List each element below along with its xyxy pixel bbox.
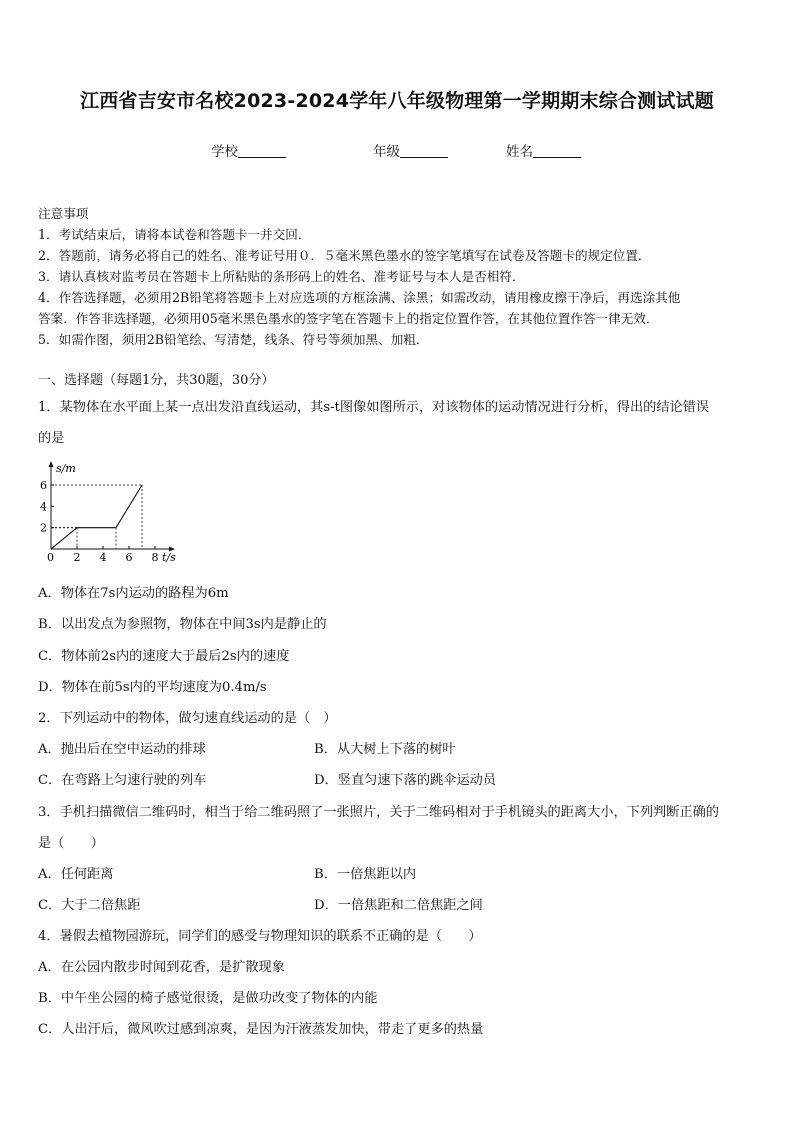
note-item: 4．作答选择题，必须用2B铅笔将答题卡上对应选项的方框涂满、涂黑；如需改动，请用橡皮擦干净后，再选涂其他 [38,290,681,305]
chart-guides [51,485,142,549]
name-label: 姓名 [506,144,533,160]
q4-option-b: B．中午坐公园的椅子感觉很烫，是做功改变了物体的内能 [38,991,378,1006]
school-label: 学校 [211,144,238,160]
q1-option-d: D．物体在前5s内的平均速度为0.4m/s [38,680,267,695]
origin-label: 0 [47,551,54,564]
q1-stem-line2: 的是 [38,431,65,446]
st-series-line [51,485,142,549]
q4-option-a: A．在公园内散步时闻到花香，是扩散现象 [38,960,285,975]
note-item: 3．请认真核对监考员在答题卡上所粘贴的条形码上的姓名、准考证号与本人是否相符． [38,269,525,284]
q2-option-d: D．竖直匀速下落的跳伞运动员 [314,773,497,788]
q1-stem-line1: 1．某物体在水平面上某一点出发沿直线运动，其s-t图像如图所示，对该物体的运动情况进行分析，得出的结论错误 [38,400,710,415]
q2-option-a: A．抛出后在空中运动的排球 [38,742,206,757]
y-tick-label: 4 [40,500,47,514]
q2-option-b: B．从大树上下落的树叶 [314,742,456,757]
note-item: 1．考试结束后，请将本试卷和答题卡一并交回． [38,227,311,242]
y-axis-label: s/m [56,462,76,475]
q1-option-b: B．以出发点为参照物，物体在中间3s内是静止的 [38,617,327,632]
section-heading: 一、选择题（每题1分，共30题，30分） [38,373,275,388]
x-tick-label: 4 [99,551,107,564]
x-tick-label: 6 [125,551,133,564]
q2-stem: 2．下列运动中的物体，做匀速直线运动的是（ ） [38,711,337,726]
school-field [211,140,286,160]
note-item: 2．答题前，请务必将自己的姓名、准考证号用０．５毫米黑色墨水的签字笔填写在试卷及答题卡的规定位置． [38,248,651,263]
grade-label: 年级 [373,144,400,160]
y-tick-label: 6 [40,479,47,492]
chart-ticks [40,479,159,564]
q3-stem-line2: 是（ ） [38,836,104,851]
x-tick-label: 8 [151,551,159,564]
x-tick-label: 2 [73,551,81,564]
q1-option-c: C．物体前2s内的速度大于最后2s内的速度 [38,649,290,664]
q3-stem-line1: 3．手机扫描微信二维码时，相当于给二维码照了一张照片，关于二维码相对于手机镜头的距离大小，下列判断正确的 [38,805,719,820]
note-item: 5．如需作图，须用2B铅笔绘、写清楚，线条、符号等须加黑、加粗． [38,332,429,347]
y-tick-label: 2 [40,521,47,535]
grade-blank [400,143,448,158]
q4-option-c: C．人出汗后，微风吹过感到凉爽，是因为汗液蒸发加快，带走了更多的热量 [38,1022,484,1037]
q3-option-a: A．任何距离 [38,867,114,882]
q2-option-c: C．在弯路上匀速行驶的列车 [38,773,207,788]
grade-field [373,140,448,160]
page-title: 江西省吉安市名校2023-2024学年八年级物理第一学期期末综合测试试题 [80,90,714,112]
q3-option-c: C．大于二倍焦距 [38,898,141,913]
name-blank [533,143,581,158]
note-item: 答案．作答非选择题，必须用05毫米黑色墨水的签字笔在答题卡上的指定位置作答，在其他位置作答一律无效． [38,311,659,326]
q3-option-d: D．一倍焦距和二倍焦距之间 [314,898,483,913]
school-blank [238,143,286,158]
q3-option-b: B．一倍焦距以内 [314,867,417,882]
q4-stem: 4．暑假去植物园游玩，同学们的感受与物理知识的联系不正确的是（ ） [38,929,482,944]
x-axis-label: t/s [162,551,176,564]
notes-heading: 注意事项 [38,206,89,221]
q1-option-a: A．物体在7s内运动的路程为6m [38,586,229,601]
name-field [506,140,581,160]
st-chart [38,458,188,566]
